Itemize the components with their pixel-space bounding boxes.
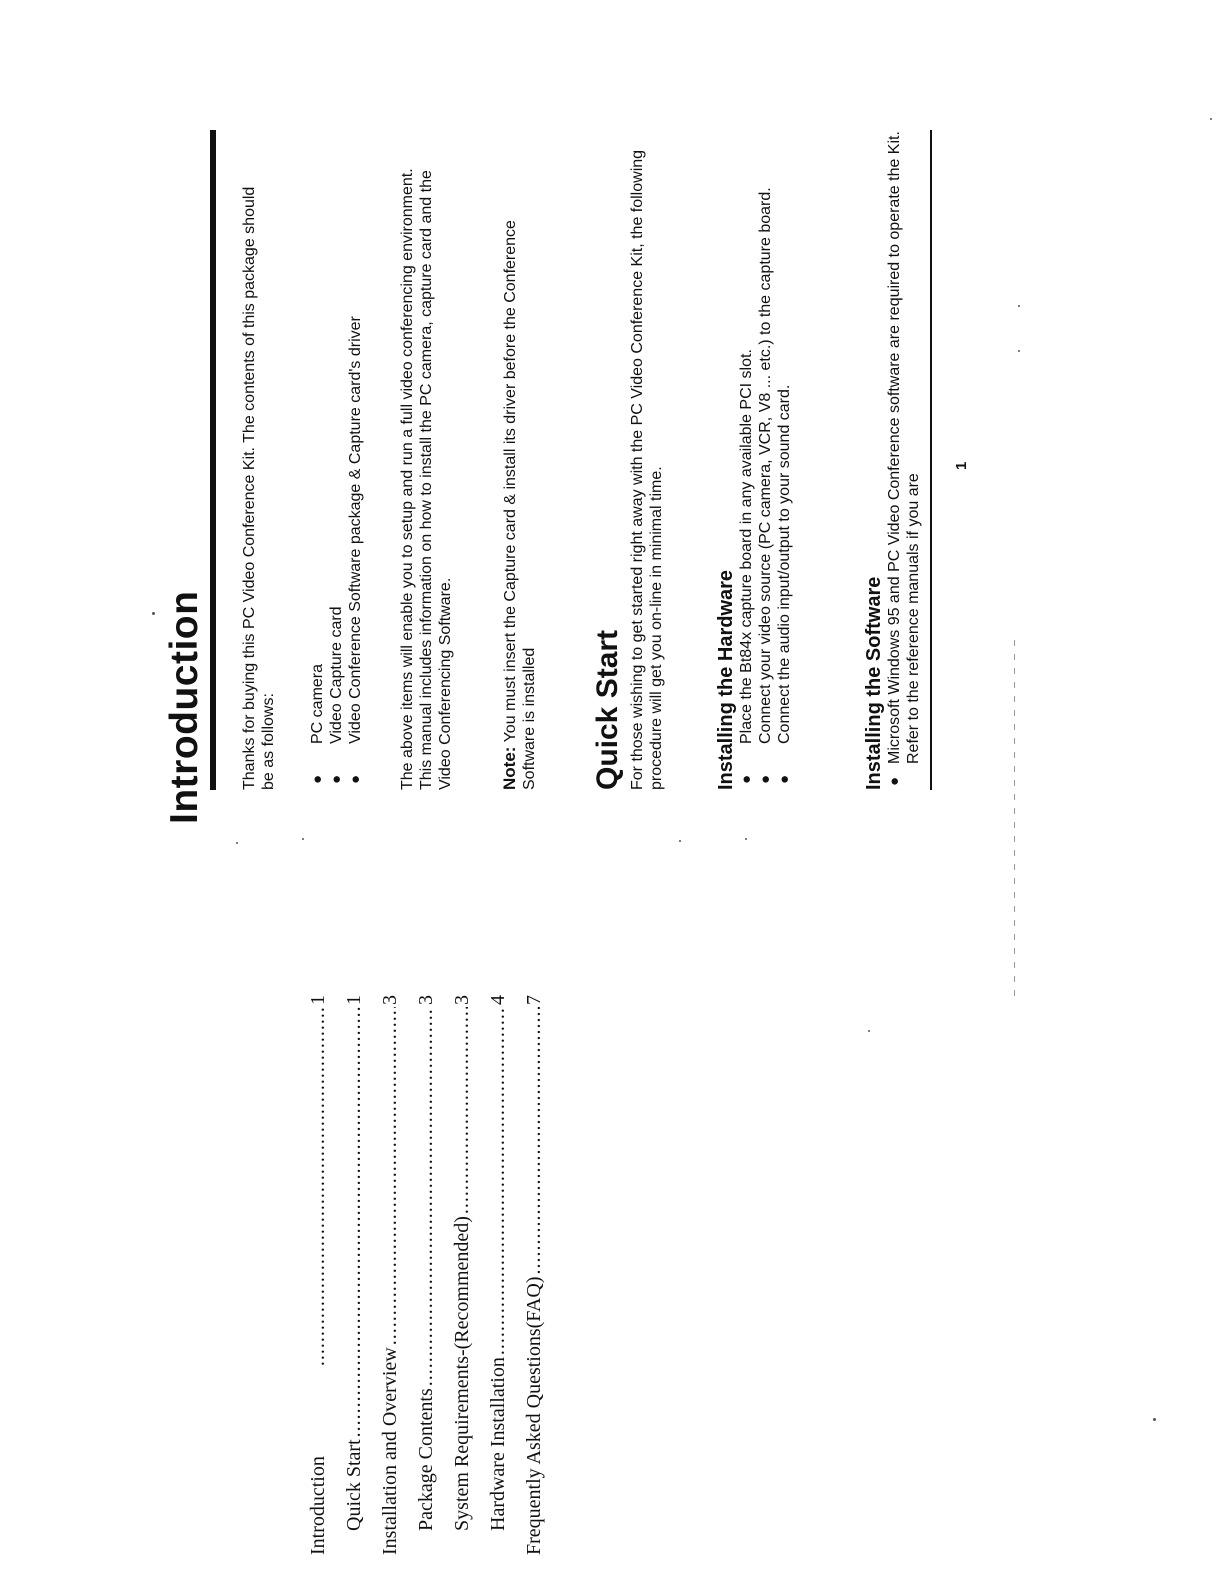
toc-row[interactable] [372, 995, 408, 1555]
toc-row[interactable] [444, 995, 480, 1555]
toc-page-number: 7 [523, 995, 545, 1005]
toc-label: Introduction [307, 1456, 329, 1555]
toc-label: Package Contents [415, 1388, 437, 1531]
toc-page-number: 1 [343, 995, 365, 1005]
intro-paragraph: Thanks for buying this PC Video Conference Kit. The contents of this package should be as follows: [241, 186, 277, 790]
bullet-icon: ● [886, 776, 903, 786]
manual-page [160, 130, 970, 830]
toc-page-number: 3 [415, 995, 437, 1005]
note-text: You must insert the Capture card & install its driver before the Conference Software is installed [502, 220, 538, 790]
page-title: Introduction [163, 590, 206, 824]
toc-label: Quick Start [343, 1439, 365, 1531]
bullet-icon: ● [738, 774, 755, 784]
list-item [756, 160, 775, 790]
list-item [775, 160, 794, 790]
list-item [327, 150, 346, 790]
quick-start-paragraph: For those wishing to get started right away with the PC Video Conference Kit, the following procedure will get you on-line in minimal time. [629, 149, 665, 790]
list-item [346, 150, 365, 790]
toc-leader [480, 1007, 516, 1355]
list-item [885, 130, 923, 790]
software-heading: Installing the Software [863, 576, 885, 790]
toc-page-number: 4 [487, 995, 509, 1005]
toc-page-number: 3 [451, 995, 473, 1005]
hardware-heading: Installing the Hardware [715, 569, 737, 790]
list-item-text: Video Conference Software package & Capture card's driver [347, 316, 364, 744]
table-of-contents [300, 995, 570, 1555]
toc-leader [408, 1007, 444, 1386]
page-number: 1 [953, 461, 970, 470]
package-list [308, 150, 365, 790]
list-item-text: PC camera [309, 663, 326, 744]
overview-paragraph: The above items will enable you to setup and run a full video conferencing environment. This manual includes information on how to install the PC camera, capture card and the Video Conferencing Software. [399, 168, 454, 790]
quick-start-heading: Quick Start [591, 629, 624, 790]
scan-line [1014, 640, 1015, 1000]
toc-row[interactable] [480, 995, 516, 1555]
list-item-text: Connect your video source (PC camera, VCR, V8 ... etc.) to the capture board. [757, 187, 774, 744]
title-rule [210, 130, 216, 790]
toc-leader [300, 1007, 336, 1366]
bullet-icon: ● [776, 774, 793, 784]
software-steps [885, 130, 923, 790]
toc-leader [516, 1007, 552, 1275]
toc-row[interactable] [408, 995, 444, 1555]
note-label: Note: [500, 746, 519, 790]
toc-label: Hardware Installation [487, 1357, 509, 1531]
bullet-icon: ● [757, 774, 774, 784]
list-item-text: Microsoft Windows 95 and PC Video Conference software are required to operate the Kit. Refer to the reference manuals if you are [886, 131, 922, 764]
list-item-text: Place the Bt84x capture board in any available PCI slot. [738, 349, 755, 744]
bottom-rule [930, 130, 932, 790]
list-item [737, 160, 756, 790]
toc-page-number: 1 [307, 995, 329, 1005]
toc-leader [444, 1007, 480, 1214]
toc-page-number: 3 [379, 995, 401, 1005]
bullet-icon: ● [328, 774, 345, 784]
toc-label: System Requirements-(Recommended) [451, 1216, 473, 1531]
toc-label: Frequently Asked Questions(FAQ) [523, 1276, 545, 1555]
toc-leader [336, 1007, 372, 1437]
toc-row[interactable] [516, 995, 552, 1555]
list-item [308, 150, 327, 790]
toc-row[interactable] [336, 995, 372, 1555]
toc-label: Installation and Overview [379, 1347, 401, 1555]
list-item-text: Video Capture card [328, 606, 345, 744]
list-item-text: Connect the audio input/output to your sound card. [776, 384, 793, 744]
toc-leader [372, 1007, 408, 1345]
note-paragraph [500, 170, 539, 790]
bullet-icon: ● [309, 774, 326, 784]
bullet-icon: ● [347, 774, 364, 784]
hardware-steps [737, 160, 794, 790]
toc-row[interactable] [300, 995, 336, 1555]
